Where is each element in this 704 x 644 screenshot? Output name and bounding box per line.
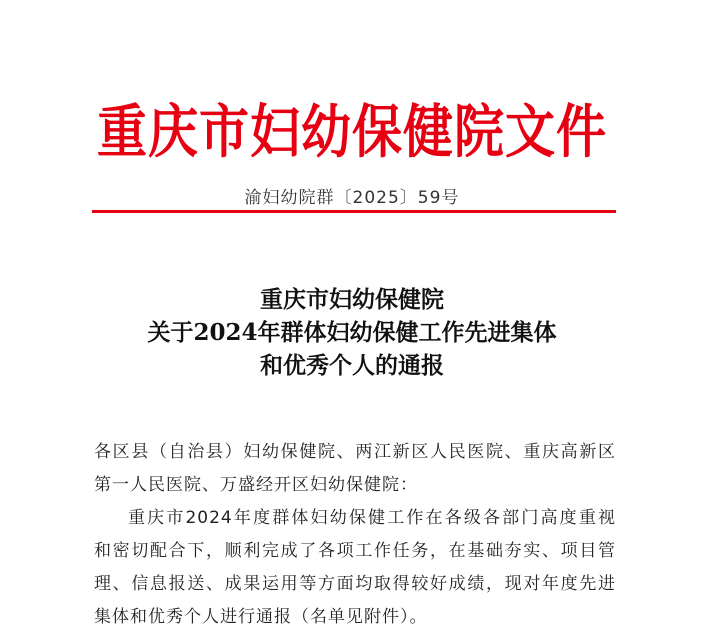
report-title-line-3: 和优秀个人的通报 bbox=[260, 352, 444, 379]
report-title-line-2: 关于2024年群体妇幼保健工作先进集体 bbox=[147, 319, 557, 346]
document-body bbox=[94, 436, 616, 634]
report-title bbox=[0, 283, 704, 382]
paragraph-line-3: 理、信息报送、成果运用等方面均取得较好成绩，现对年度先进 bbox=[94, 574, 616, 594]
recipients-line-2: 第一人民医院、万盛经开区妇幼保健院： bbox=[94, 475, 418, 495]
red-divider-line bbox=[92, 210, 616, 213]
document-number: 渝妇幼院群〔2025〕59号 bbox=[244, 188, 460, 208]
paragraph-line-2: 和密切配合下，顺利完成了各项工作任务，在基础夯实、项目管 bbox=[94, 541, 616, 561]
report-title-line-1: 重庆市妇幼保健院 bbox=[260, 286, 444, 313]
paragraph-line-1: 重庆市2024年度群体妇幼保健工作在各级各部门高度重视 bbox=[128, 508, 616, 528]
recipients-line-1: 各区县（自治县）妇幼保健院、两江新区人民医院、重庆高新区 bbox=[94, 442, 616, 462]
document-header-title: 重庆市妇幼保健院文件 bbox=[97, 97, 607, 166]
paragraph-line-4: 集体和优秀个人进行通报（名单见附件）。 bbox=[94, 607, 428, 627]
